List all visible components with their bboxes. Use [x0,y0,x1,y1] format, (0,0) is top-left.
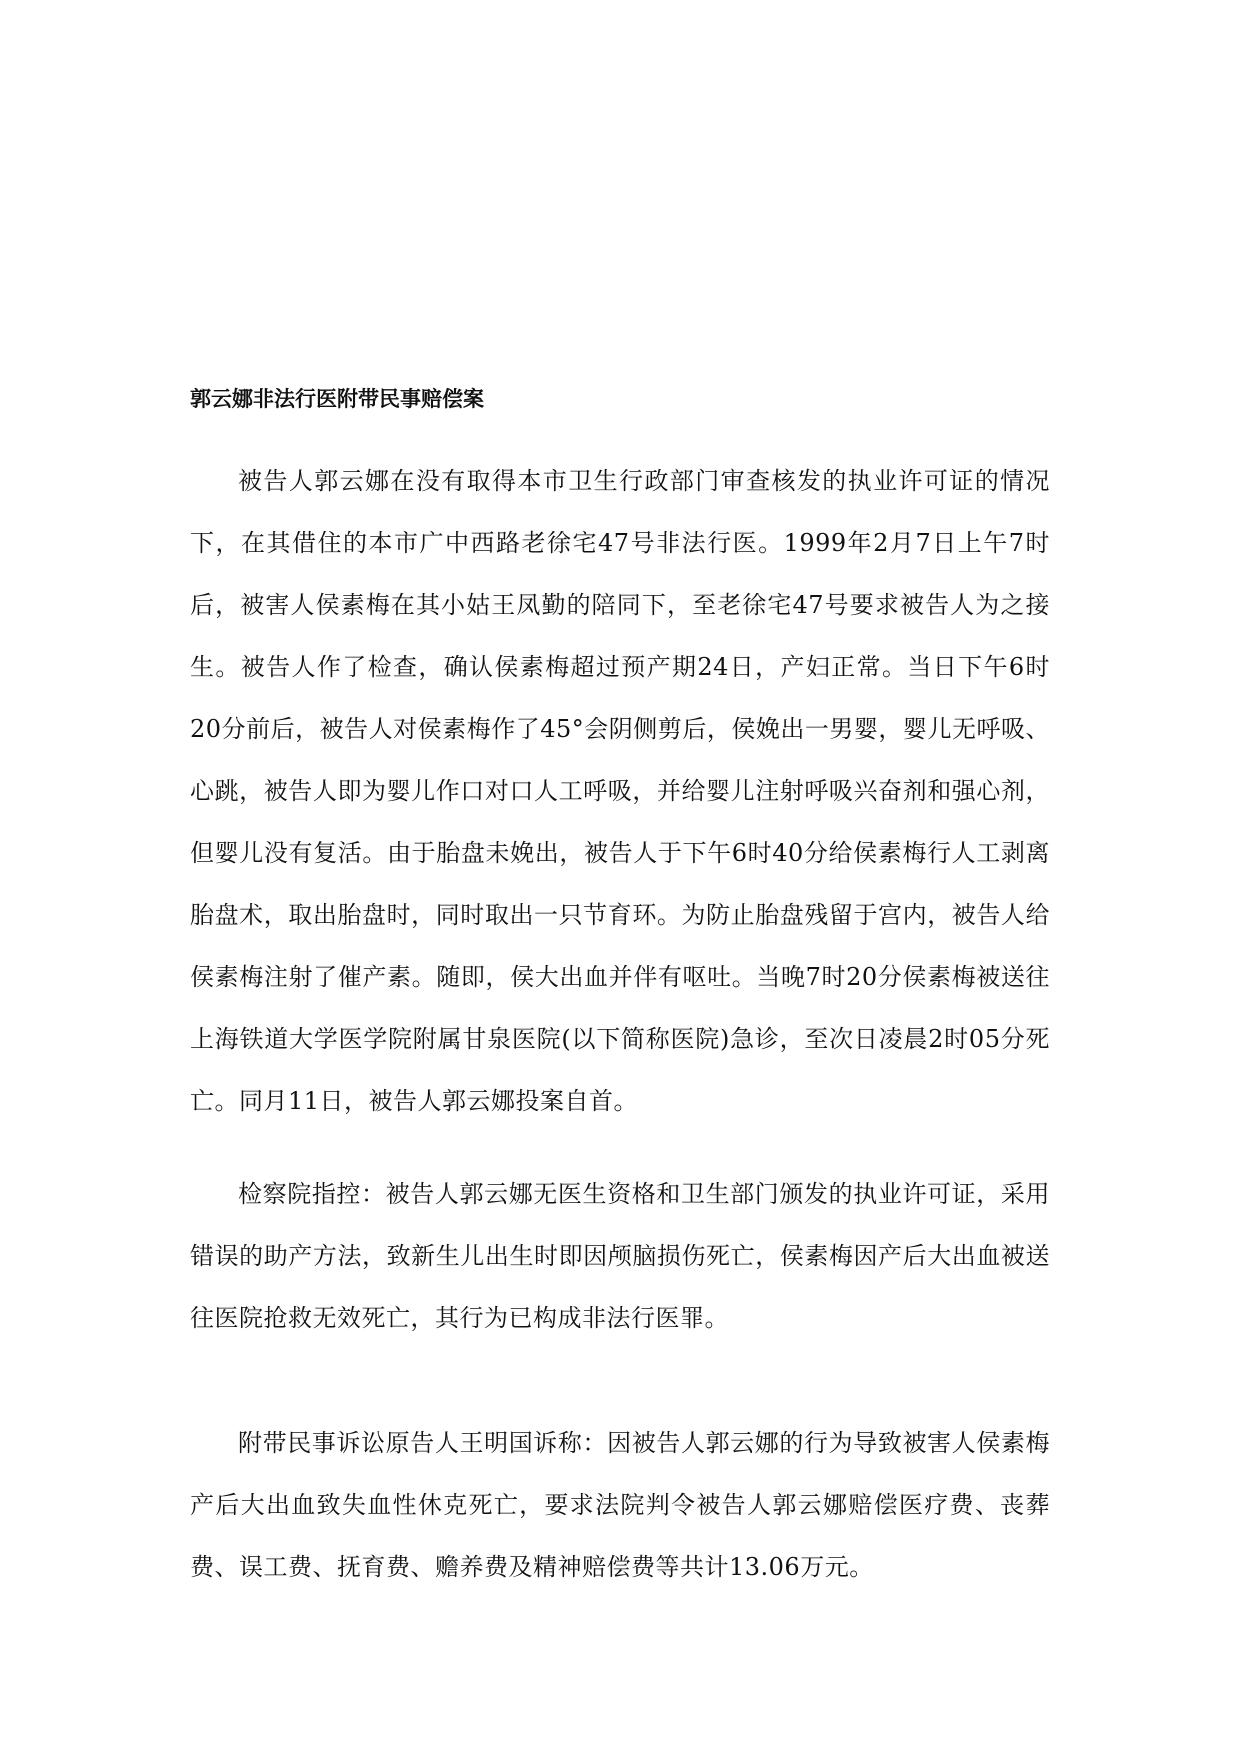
paragraph-prosecution-charge: 检察院指控：被告人郭云娜无医生资格和卫生部门颁发的执业许可证，采用错误的助产方法，致新生儿出生时即因颅脑损伤死亡，侯素梅因产后大出血被送往医院抢救无效死亡，其行为已构成非法行医罪。 [190,1180,1050,1332]
paragraph-case-facts: 被告人郭云娜在没有取得本市卫生行政部门审查核发的执业许可证的情况下，在其借住的本市广中西路老徐宅47号非法行医。1999年2月7日上午7时后，被害人侯素梅在其小姑王凤勤的陪同下，至老徐宅47号要求被告人为之接生。被告人作了检查，确认侯素梅超过预产期24日，产妇正常。当日下午6时20分前后，被告人对侯素梅作了45°会阴侧剪后，侯娩出一男婴，婴儿无呼吸、心跳，被告人即为婴儿作口对口人工呼吸，并给婴儿注射呼吸兴奋剂和强心剂，但婴儿没有复活。由于胎盘未娩出，被告人于下午6时40分给侯素梅行人工剥离胎盘术，取出胎盘时，同时取出一只节育环。为防止胎盘残留于宫内，被告人给侯素梅注射了催产素。随即，侯大出血并伴有呕吐。当晚7时20分侯素梅被送往上海铁道大学医学院附属甘泉医院(以下简称医院)急诊，至次日凌晨2时05分死亡。同月11日，被告人郭云娜投案自首。 [190,467,1050,1115]
paragraph-civil-claim: 附带民事诉讼原告人王明国诉称：因被告人郭云娜的行为导致被害人侯素梅产后大出血致失血性休克死亡，要求法院判令被告人郭云娜赔偿医疗费、丧葬费、误工费、抚育费、赡养费及精神赔偿费等共计13.06万元。 [190,1429,1050,1581]
document-title: 郭云娜非法行医附带民事赔偿案 [190,387,484,411]
